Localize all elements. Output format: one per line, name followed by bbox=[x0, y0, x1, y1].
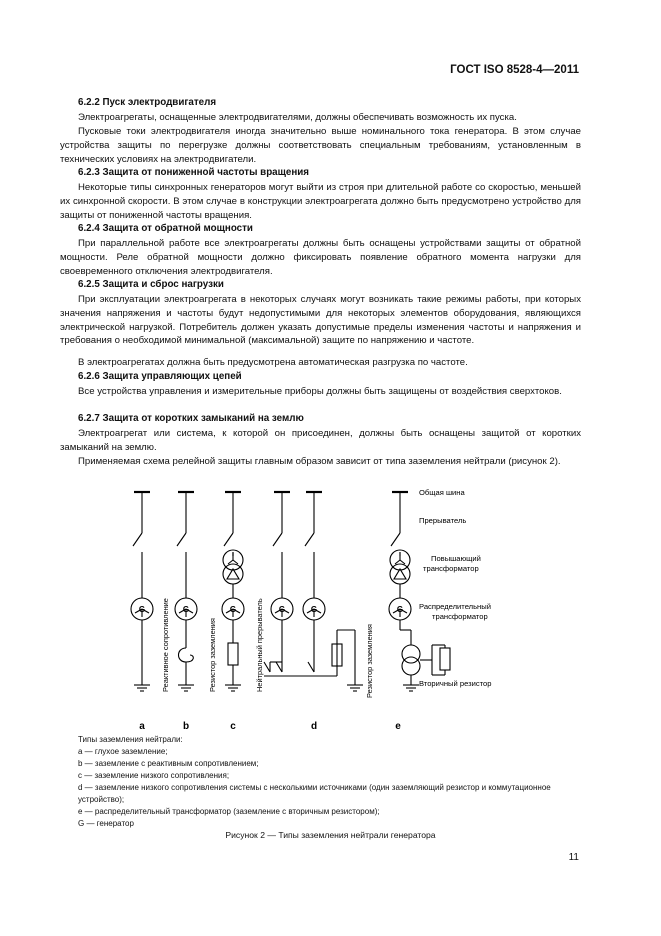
scheme-letter-e: e bbox=[395, 721, 401, 730]
legend-item: e — распределительный трансформатор (заземление с вторичным резистором); bbox=[78, 807, 380, 816]
paragraph: При эксплуатации электроагрегата в некоторых случаях могут возникать такие режимы работы, при которых значения напряжения и частоты будут недопустимыми для некоторых элементов оборудования, являющихся электрической нагрузкой. Потребитель должен указать допустимые пределы изменения частоты и напряжения и требования о необходимой минимальной (максимальной) защите по напряжению и частоте. bbox=[60, 294, 581, 347]
section-heading-6-2-3: 6.2.3 Защита от пониженной частоты вращения bbox=[78, 167, 309, 178]
section-heading-6-2-5: 6.2.5 Защита и сброс нагрузки bbox=[78, 279, 224, 290]
paragraph: Электроагрегат или система, к которой он присоединен, должны быть оснащены защитой от коротких замыканий на землю. bbox=[60, 428, 581, 453]
legend-item: d — заземление низкого сопротивления системы с несколькими источниками (один заземляющий резистор и коммутационное устройство); bbox=[78, 783, 551, 804]
scheme-letter-b: b bbox=[182, 721, 190, 730]
scheme-letter-d: d bbox=[310, 721, 318, 730]
legend-item: G — генератор bbox=[78, 819, 134, 828]
paragraph: При параллельной работе все электроагрегаты должны быть оснащены устройствами защиты от обратной мощности. Реле обратной мощности должно фиксировать появление обратного момента нагрузки для своевременного отключения электродвигателя. bbox=[60, 238, 581, 277]
scheme-letter-c: c bbox=[230, 721, 236, 730]
section-heading-6-2-7: 6.2.7 Защита от коротких замыканий на землю bbox=[78, 413, 304, 424]
label-stepup-1: Повышающий bbox=[431, 554, 481, 563]
section-heading-6-2-6: 6.2.6 Защита управляющих цепей bbox=[78, 371, 242, 382]
section-heading-6-2-2: 6.2.2 Пуск электродвигателя bbox=[78, 97, 217, 108]
label-dist-1: Распределительный bbox=[419, 602, 491, 611]
label-neutral-breaker: Нейтральный прерыватель bbox=[255, 598, 264, 692]
label-breaker: Прерыватель bbox=[419, 516, 467, 525]
gen-label-a: G bbox=[138, 605, 146, 614]
neutral-grounding-diagram bbox=[0, 480, 661, 730]
label-reactance: Реактивное сопротивление bbox=[161, 598, 170, 692]
label-dist-2: трансформатор bbox=[432, 612, 488, 621]
figure-caption: Рисунок 2 — Типы заземления нейтрали генератора bbox=[225, 830, 436, 840]
legend-item: b — заземление с реактивным сопротивлением; bbox=[78, 759, 259, 768]
scheme-d bbox=[264, 492, 363, 691]
gen-label-d2: G bbox=[310, 605, 318, 614]
paragraph: Электроагрегаты, оснащенные электродвигателями, должны обеспечивать возможность их пуска. bbox=[78, 112, 517, 123]
label-bus: Общая шина bbox=[419, 488, 465, 497]
gen-label-c: G bbox=[229, 605, 237, 614]
legend-title: Типы заземления нейтрали: bbox=[78, 735, 183, 744]
label-stepup-2: трансформатор bbox=[423, 564, 479, 573]
gen-label-e: G bbox=[396, 605, 404, 614]
gen-label-b: G bbox=[182, 605, 190, 614]
section-heading-6-2-4: 6.2.4 Защита от обратной мощности bbox=[78, 223, 253, 234]
scheme-c bbox=[222, 492, 244, 691]
label-secondary: Вторичный резистор bbox=[419, 679, 492, 688]
gen-label-d1: G bbox=[278, 605, 286, 614]
scheme-b bbox=[175, 492, 197, 691]
paragraph: В электроагрегатах должна быть предусмотрена автоматическая разгрузка по частоте. bbox=[78, 357, 468, 368]
paragraph: Все устройства управления и измерительные приборы должны быть защищены от воздействия сверхтоков. bbox=[78, 386, 562, 397]
paragraph: Пусковые токи электродвигателя иногда значительно выше номинального тока генератора. В этом случае устройства защиты по перегрузке должны соответствовать специальным требованиям, установленным в технических условиях на электродвигатели. bbox=[60, 126, 581, 165]
scheme-letter-a: a bbox=[139, 721, 145, 730]
legend-item: c — заземление низкого сопротивления; bbox=[78, 771, 230, 780]
paragraph: Некоторые типы синхронных генераторов могут выйти из строя при длительной работе со скоростью, меньшей их синхронной скорости. В этом случае в конструкции электроагрегата должно быть предусмотрено устройство для защиты от пониженной частоты вращения. bbox=[60, 182, 581, 221]
label-earthing-resistor-c: Резистор заземления bbox=[208, 618, 217, 692]
paragraph: Применяемая схема релейной защиты главным образом зависит от типа заземления нейтрали (рисунок 2). bbox=[78, 456, 561, 467]
legend-item: a — глухое заземление; bbox=[78, 747, 168, 756]
document-header: ГОСТ ISO 8528-4—2011 bbox=[450, 64, 579, 76]
label-earthing-resistor-d: Резистор заземления bbox=[365, 624, 374, 698]
page-number: 11 bbox=[568, 852, 579, 863]
scheme-a bbox=[131, 492, 153, 691]
